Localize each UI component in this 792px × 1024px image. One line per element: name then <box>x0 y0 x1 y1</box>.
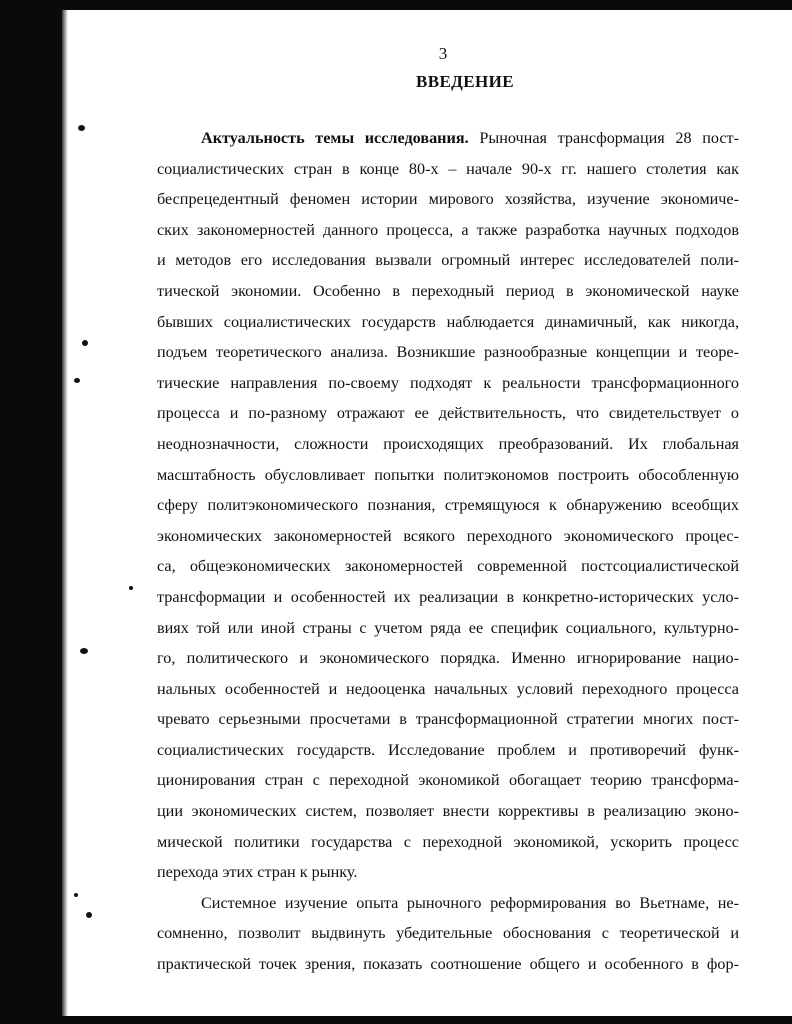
scan-speck <box>82 340 88 346</box>
body-line: и методов его исследования вызвали огромный интерес исследователей поли- <box>157 251 739 270</box>
scan-border-bottom <box>0 1016 792 1024</box>
body-line: ционирования стран с переходной экономикой обогащает теорию трансформа- <box>157 771 739 790</box>
body-line: тической экономии. Особенно в переходный период в экономической науке <box>157 281 739 300</box>
scan-speck <box>74 893 78 897</box>
body-line: перехода этих стран к рынку. <box>157 863 358 882</box>
body-line: са, общеэкономических закономерностей современной постсоциалистической <box>157 557 739 576</box>
body-line: неоднозначности, сложности происходящих преобразований. Их глобальная <box>157 434 739 453</box>
body-line: мической политики государства с переходной экономикой, ускорить процесс <box>157 832 739 851</box>
body-line: тические направления по-своему подходят к реальности трансформационного <box>157 373 739 392</box>
scan-border-left <box>0 0 62 1024</box>
body-line: социалистических стран в конце 80-х – начале 90-х гг. нашего столетия как <box>157 159 739 178</box>
body-line: социалистических государств. Исследование проблем и противоречий функ- <box>157 740 739 759</box>
body-line: го, политического и экономического порядка. Именно игнорирование нацио- <box>157 649 739 668</box>
body-line: масштабность обусловливает попытки политэкономов построить обособленную <box>157 465 739 484</box>
page-number: 3 <box>438 44 448 63</box>
scan-speck <box>86 912 92 918</box>
body-line: Системное изучение опыта рыночного реформирования во Вьетнаме, не- <box>201 893 739 912</box>
body-line: подъем теоретического анализа. Возникшие разнообразные концепции и теоре- <box>157 343 739 362</box>
body-line: виях той или иной страны с учетом ряда ее специфик социального, культурно- <box>157 618 739 637</box>
body-line: ции экономических систем, позволяет внести коррективы в реализацию эконо- <box>157 802 739 821</box>
body-line: нальных особенностей и недооценка начальных условий переходного процесса <box>157 679 739 698</box>
scan-speck <box>78 125 85 131</box>
body-line: сферу политэкономического познания, стремящуюся к обнаружению всеобщих <box>157 496 739 515</box>
body-line: бывших социалистических государств наблюдается динамичный, как никогда, <box>157 312 739 331</box>
body-line: чревато серьезными просчетами в трансформационной стратегии многих пост- <box>157 710 739 729</box>
body-line: сомненно, позволит выдвинуть убедительные обоснования с теоретической и <box>157 924 739 943</box>
scan-speck <box>74 378 80 383</box>
body-line-text: Рыночная трансформация 28 пост- <box>479 129 740 147</box>
body-line: ских закономерностей данного процесса, а также разработка научных подходов <box>157 220 739 239</box>
document-body <box>157 123 739 980</box>
body-line <box>157 123 739 154</box>
scan-speck <box>129 586 133 590</box>
scan-speck <box>80 648 88 654</box>
body-line: экономических закономерностей всякого переходного экономического процес- <box>157 526 739 545</box>
page-heading: ВВЕДЕНИЕ <box>415 72 515 91</box>
body-line: трансформации и особенностей их реализации в конкретно-исторических усло- <box>157 587 739 606</box>
scan-border-top <box>0 0 792 10</box>
body-line: беспрецедентный феномен истории мирового хозяйства, изучение экономиче- <box>157 190 739 209</box>
body-line: практической точек зрения, показать соотношение общего и особенного в фор- <box>157 955 739 974</box>
lead-bold-phrase: Актуальность темы исследования. <box>201 129 469 147</box>
body-line: процесса и по-разному отражают ее действительность, что свидетельствует о <box>157 404 739 423</box>
